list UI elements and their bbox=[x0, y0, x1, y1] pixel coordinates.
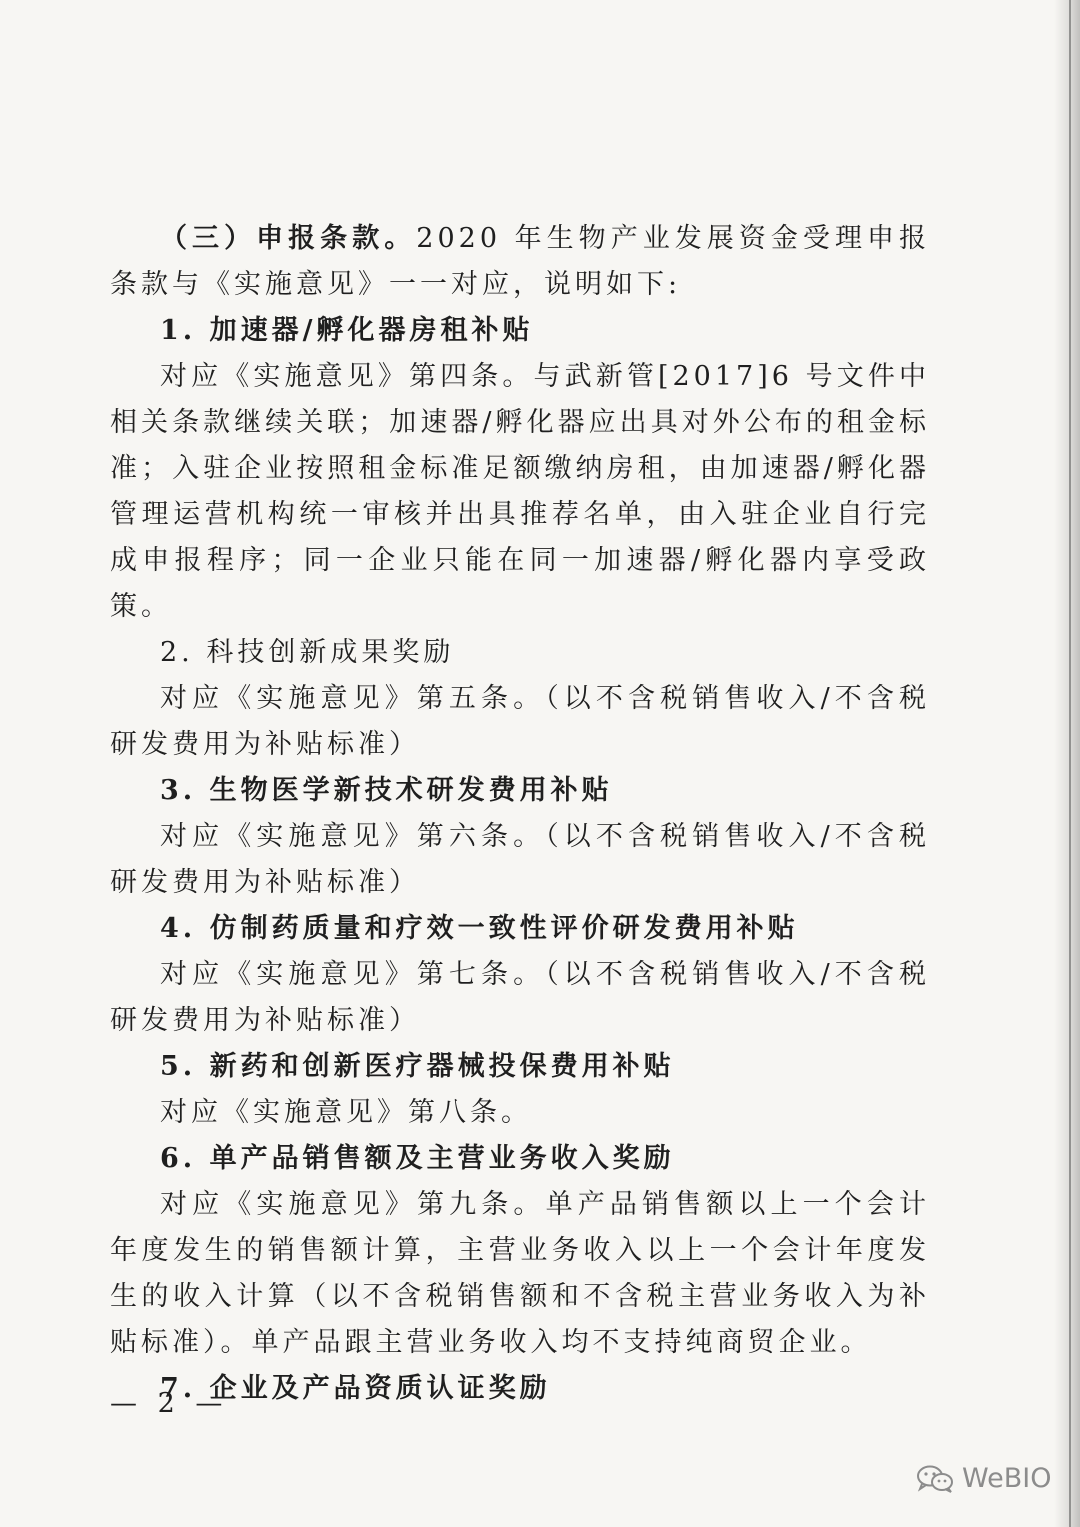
wechat-icon bbox=[916, 1464, 954, 1494]
section-lead: （三）申报条款。 bbox=[160, 223, 417, 254]
item-body: 对应《实施意见》第六条。（以不含税销售收入/不含税研发费用为补贴标准） bbox=[110, 821, 930, 898]
section-intro bbox=[110, 216, 930, 308]
page-number: — 2 — bbox=[110, 1388, 229, 1419]
page-edge-line bbox=[1069, 0, 1071, 1527]
item-body: 对应《实施意见》第七条。（以不含税销售收入/不含税研发费用为补贴标准） bbox=[110, 959, 930, 1036]
item-heading: 5. 新药和创新医疗器械投保费用补贴 bbox=[160, 1051, 675, 1082]
section-text: 2020 年生物产业发展资金受理申报条款与《实施意见》一一对应，说明如下: bbox=[110, 223, 931, 300]
item-heading: 1. 加速器/孵化器房租补贴 bbox=[160, 315, 534, 346]
item-heading: 2. 科技创新成果奖励 bbox=[160, 637, 455, 668]
item-heading: 3. 生物医学新技术研发费用补贴 bbox=[160, 775, 613, 806]
document-body bbox=[110, 216, 930, 1412]
page-edge-shadow bbox=[1054, 0, 1080, 1527]
watermark-text: WeBIO bbox=[962, 1463, 1052, 1494]
item-body: 对应《实施意见》第五条。（以不含税销售收入/不含税研发费用为补贴标准） bbox=[110, 683, 930, 760]
item-heading: 4. 仿制药质量和疗效一致性评价研发费用补贴 bbox=[160, 913, 799, 944]
item-heading: 7. 企业及产品资质认证奖励 bbox=[160, 1373, 551, 1404]
item-body: 对应《实施意见》第四条。与武新管[2017]6 号文件中相关条款继续关联；加速器/孵化器应出具对外公布的租金标准；入驻企业按照租金标准足额缴纳房租，由加速器/孵化器管理运营机构统一审核并出具推荐名单，由入驻企业自行完成申报程序；同一企业只能在同一加速器/孵化器内享受政策。 bbox=[110, 361, 930, 622]
item-heading: 6. 单产品销售额及主营业务收入奖励 bbox=[160, 1143, 675, 1174]
watermark bbox=[916, 1463, 1051, 1494]
item-body: 对应《实施意见》第九条。单产品销售额以上一个会计年度发生的销售额计算，主营业务收入以上一个会计年度发生的收入计算（以不含税销售额和不含税主营业务收入为补贴标准）。单产品跟主营业务收入均不支持纯商贸企业。 bbox=[110, 1189, 930, 1358]
item-body: 对应《实施意见》第八条。 bbox=[160, 1097, 532, 1128]
